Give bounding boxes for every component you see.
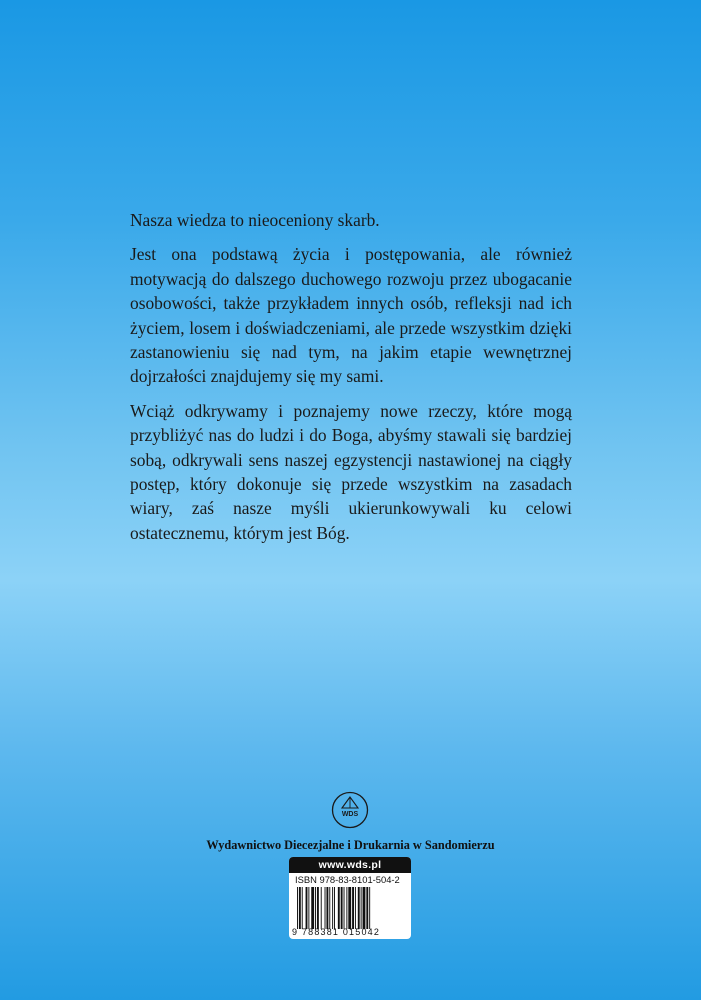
isbn-label: ISBN 978-83-8101-504-2 <box>295 874 400 885</box>
logo-text: WDS <box>341 811 359 818</box>
paragraph-1: Nasza wiedza to nieoceniony skarb. <box>130 210 380 230</box>
paragraph-2: Jest ona podstawą życia i postępowania, ale również motywacją do dalszego duchowego rozwoju przez ubogacanie osobowości, także przykładem innych osób, refleksji nad ich życiem, losem i doświadczeniami, ale przede wszystkim dzięki zastanowieniu się nad tym, na jakim etapie wewnętrznej dojrzałości znajdujemy się my sami. <box>130 244 572 387</box>
barcode-digits: 9 788381 015042 <box>292 927 381 937</box>
back-cover-text <box>130 208 572 555</box>
publisher-name: Wydawnictwo Diecezjalne i Drukarnia w Sandomierzu <box>206 838 495 852</box>
wds-publisher-logo-icon <box>331 791 369 829</box>
paragraph-3: Wciąż odkrywamy i poznajemy nowe rzeczy, które mogą przybliżyć nas do ludzi i do Boga, abyśmy stawali się bardziej sobą, odkrywali sens naszej egzystencji nastawionej na ciągły postęp, który dokonuje się przede wszystkim na zasadach wiary, zaś nasze myśli ukierunkowywali ku celowi ostatecznemu, którym jest Bóg. <box>130 400 572 543</box>
barcode-icon <box>295 887 407 929</box>
website-url: www.wds.pl <box>289 857 411 873</box>
barcode-panel <box>289 857 411 939</box>
